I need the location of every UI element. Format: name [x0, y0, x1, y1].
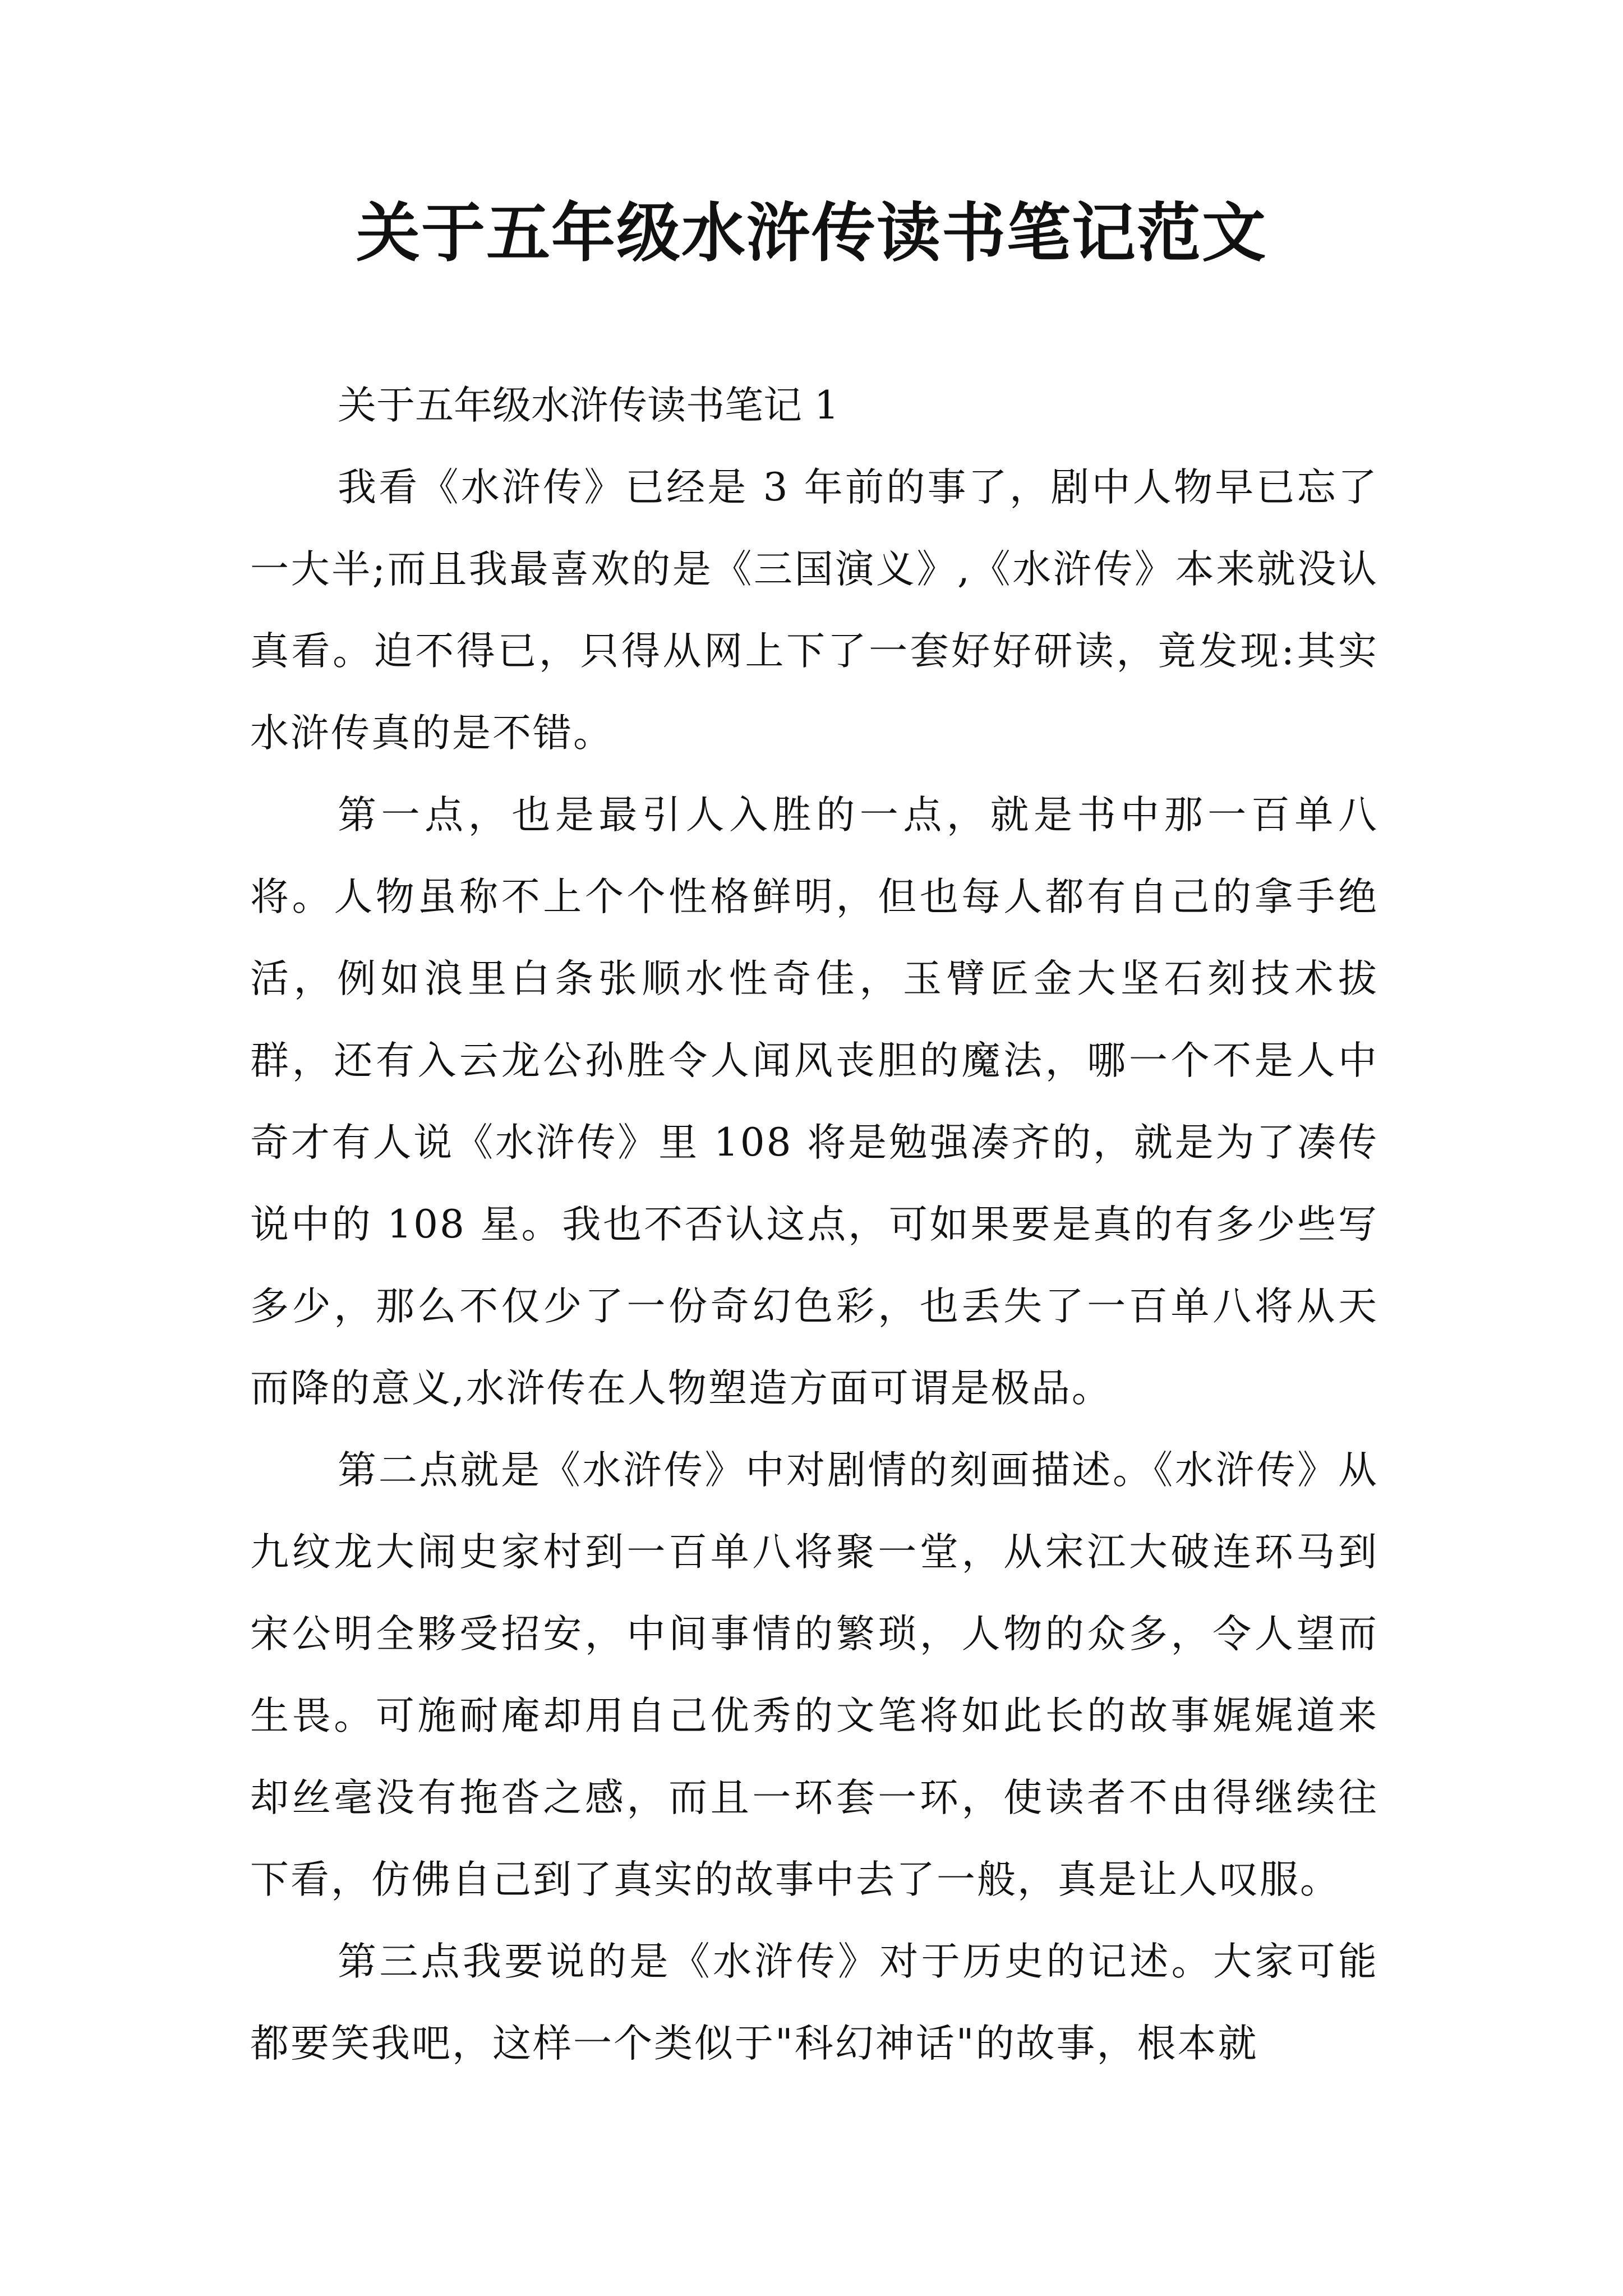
- document-body: [250, 365, 1378, 2085]
- paragraph-3: 第二点就是《水浒传》中对剧情的刻画描述。《水浒传》从九纹龙大闹史家村到一百单八将聚一堂，从宋江大破连环马到宋公明全夥受招安，中间事情的繁琐，人物的众多，令人望而生畏。可施耐庵却用自己优秀的文笔将如此长的故事娓娓道来却丝毫没有拖沓之感，而且一环套一环，使读者不由得继续往下看，仿佛自己到了真实的故事中去了一般，真是让人叹服。: [250, 1448, 1378, 1902]
- section-heading: 关于五年级水浒传读书笔记 1: [338, 383, 839, 428]
- document-title: 关于五年级水浒传读书笔记范文: [356, 195, 1267, 270]
- paragraph-2: 第一点，也是最引人入胜的一点，就是书中那一百单八将。人物虽称不上个个性格鲜明，但也每人都有自己的拿手绝活，例如浪里白条张顺水性奇佳，玉臂匠金大坚石刻技术拔群，还有入云龙公孙胜令人闻风丧胆的魔法，哪一个不是人中奇才有人说《水浒传》里 108 将是勉强凑齐的，就是为了凑传说中的 108 星。我也不否认这点，可如果要是真的有多少些写多少，那么不仅少了一份奇幻色彩，也丢失了一百单八将从天而降的意义,水浒传在人物塑造方面可谓是极品。: [250, 793, 1378, 1411]
- paragraph-4: 第三点我要说的是《水浒传》对于历史的记述。大家可能都要笑我吧，这样一个类似于"科幻神话"的故事，根本就: [250, 1939, 1378, 2066]
- paragraph-1: 我看《水浒传》已经是 3 年前的事了，剧中人物早已忘了一大半;而且我最喜欢的是《三国演义》,《水浒传》本来就没认真看。迫不得已，只得从网上下了一套好好研读，竟发现:其实水浒传真的是不错。: [250, 465, 1378, 756]
